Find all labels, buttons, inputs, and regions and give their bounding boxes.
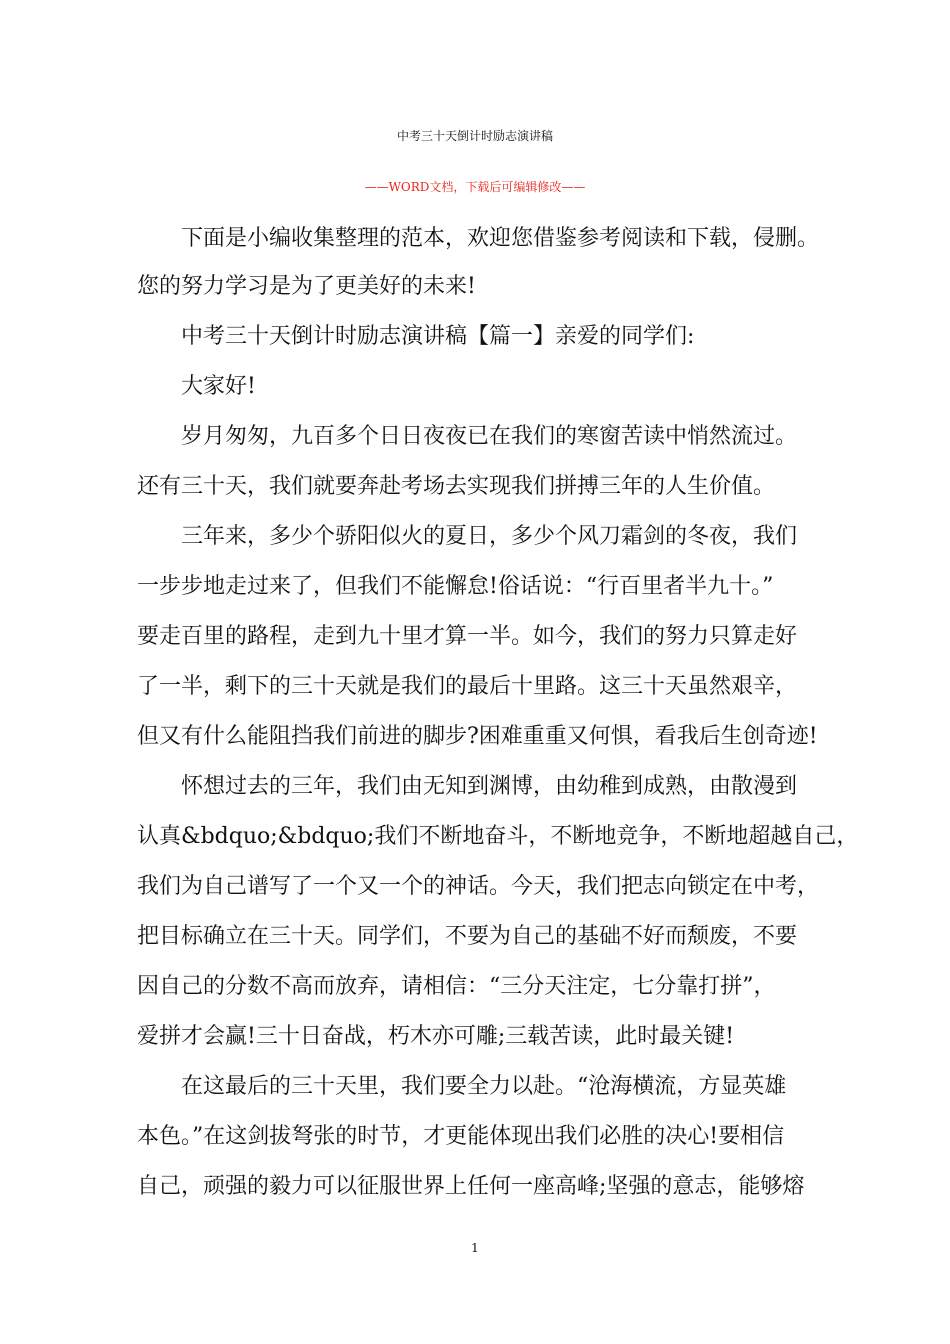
text-line: 自己，顽强的毅力可以征服世界上任何一座高峰;坚强的意志，能够熔: [137, 1174, 805, 1199]
document-title: 中考三十天倒计时励志演讲稿: [396, 129, 553, 143]
text-line: 因自己的分数不高而放弃，请相信：“三分天注定，七分靠打拼”，: [137, 974, 776, 999]
text-line: 还有三十天，我们就要奔赴考场去实现我们拼搏三年的人生价值。: [137, 474, 776, 499]
text-line: 但又有什么能阻挡我们前进的脚步?困难重重又何惧，看我后生创奇迹!: [137, 724, 818, 749]
text-line: 把目标确立在三十天。同学们，不要为自己的基础不好而颓废，不要: [137, 924, 798, 949]
text-line: 岁月匆匆，九百多个日日夜夜已在我们的寒窗苦读中悄然流过。: [181, 424, 798, 449]
text-line: 我们为自己谱写了一个又一个的神话。今天，我们把志向锁定在中考，: [137, 874, 820, 899]
text-line: 本色。”在这剑拔弩张的时节，才更能体现出我们必胜的决心!要相信: [137, 1124, 785, 1149]
text-line: 下面是小编收集整理的范本，欢迎您借鉴参考阅读和下载，侵删。: [181, 226, 820, 251]
document-subtitle: ——WORD文档，下载后可编辑修改——: [364, 180, 586, 194]
text-line: 三年来，多少个骄阳似火的夏日，多少个风刀霜剑的冬夜，我们: [181, 524, 798, 549]
text-line: 怀想过去的三年，我们由无知到渊博，由幼稚到成熟，由散漫到: [181, 774, 798, 799]
text-line: 您的努力学习是为了更美好的未来!: [137, 274, 476, 299]
text-line: 在这最后的三十天里，我们要全力以赴。“沧海横流，方显英雄: [181, 1074, 787, 1099]
text-line: 认真&bdquo;&bdquo;我们不断地奋斗，不断地竞争，不断地超越自己，: [137, 824, 859, 849]
page-number: 1: [471, 1241, 479, 1255]
text-line: 要走百里的路程，走到九十里才算一半。如今，我们的努力只算走好: [137, 624, 798, 649]
text-line: 爱拼才会赢!三十日奋战，朽木亦可雕;三载苦读，此时最关键!: [137, 1024, 735, 1049]
text-line: 了一半，剩下的三十天就是我们的最后十里路。这三十天虽然艰辛，: [137, 674, 798, 699]
text-line: 大家好!: [181, 374, 256, 399]
text-line: 中考三十天倒计时励志演讲稿【篇一】亲爱的同学们:: [181, 324, 695, 349]
text-line: 一步步地走过来了，但我们不能懈怠!俗话说：“行百里者半九十。”: [137, 574, 774, 599]
